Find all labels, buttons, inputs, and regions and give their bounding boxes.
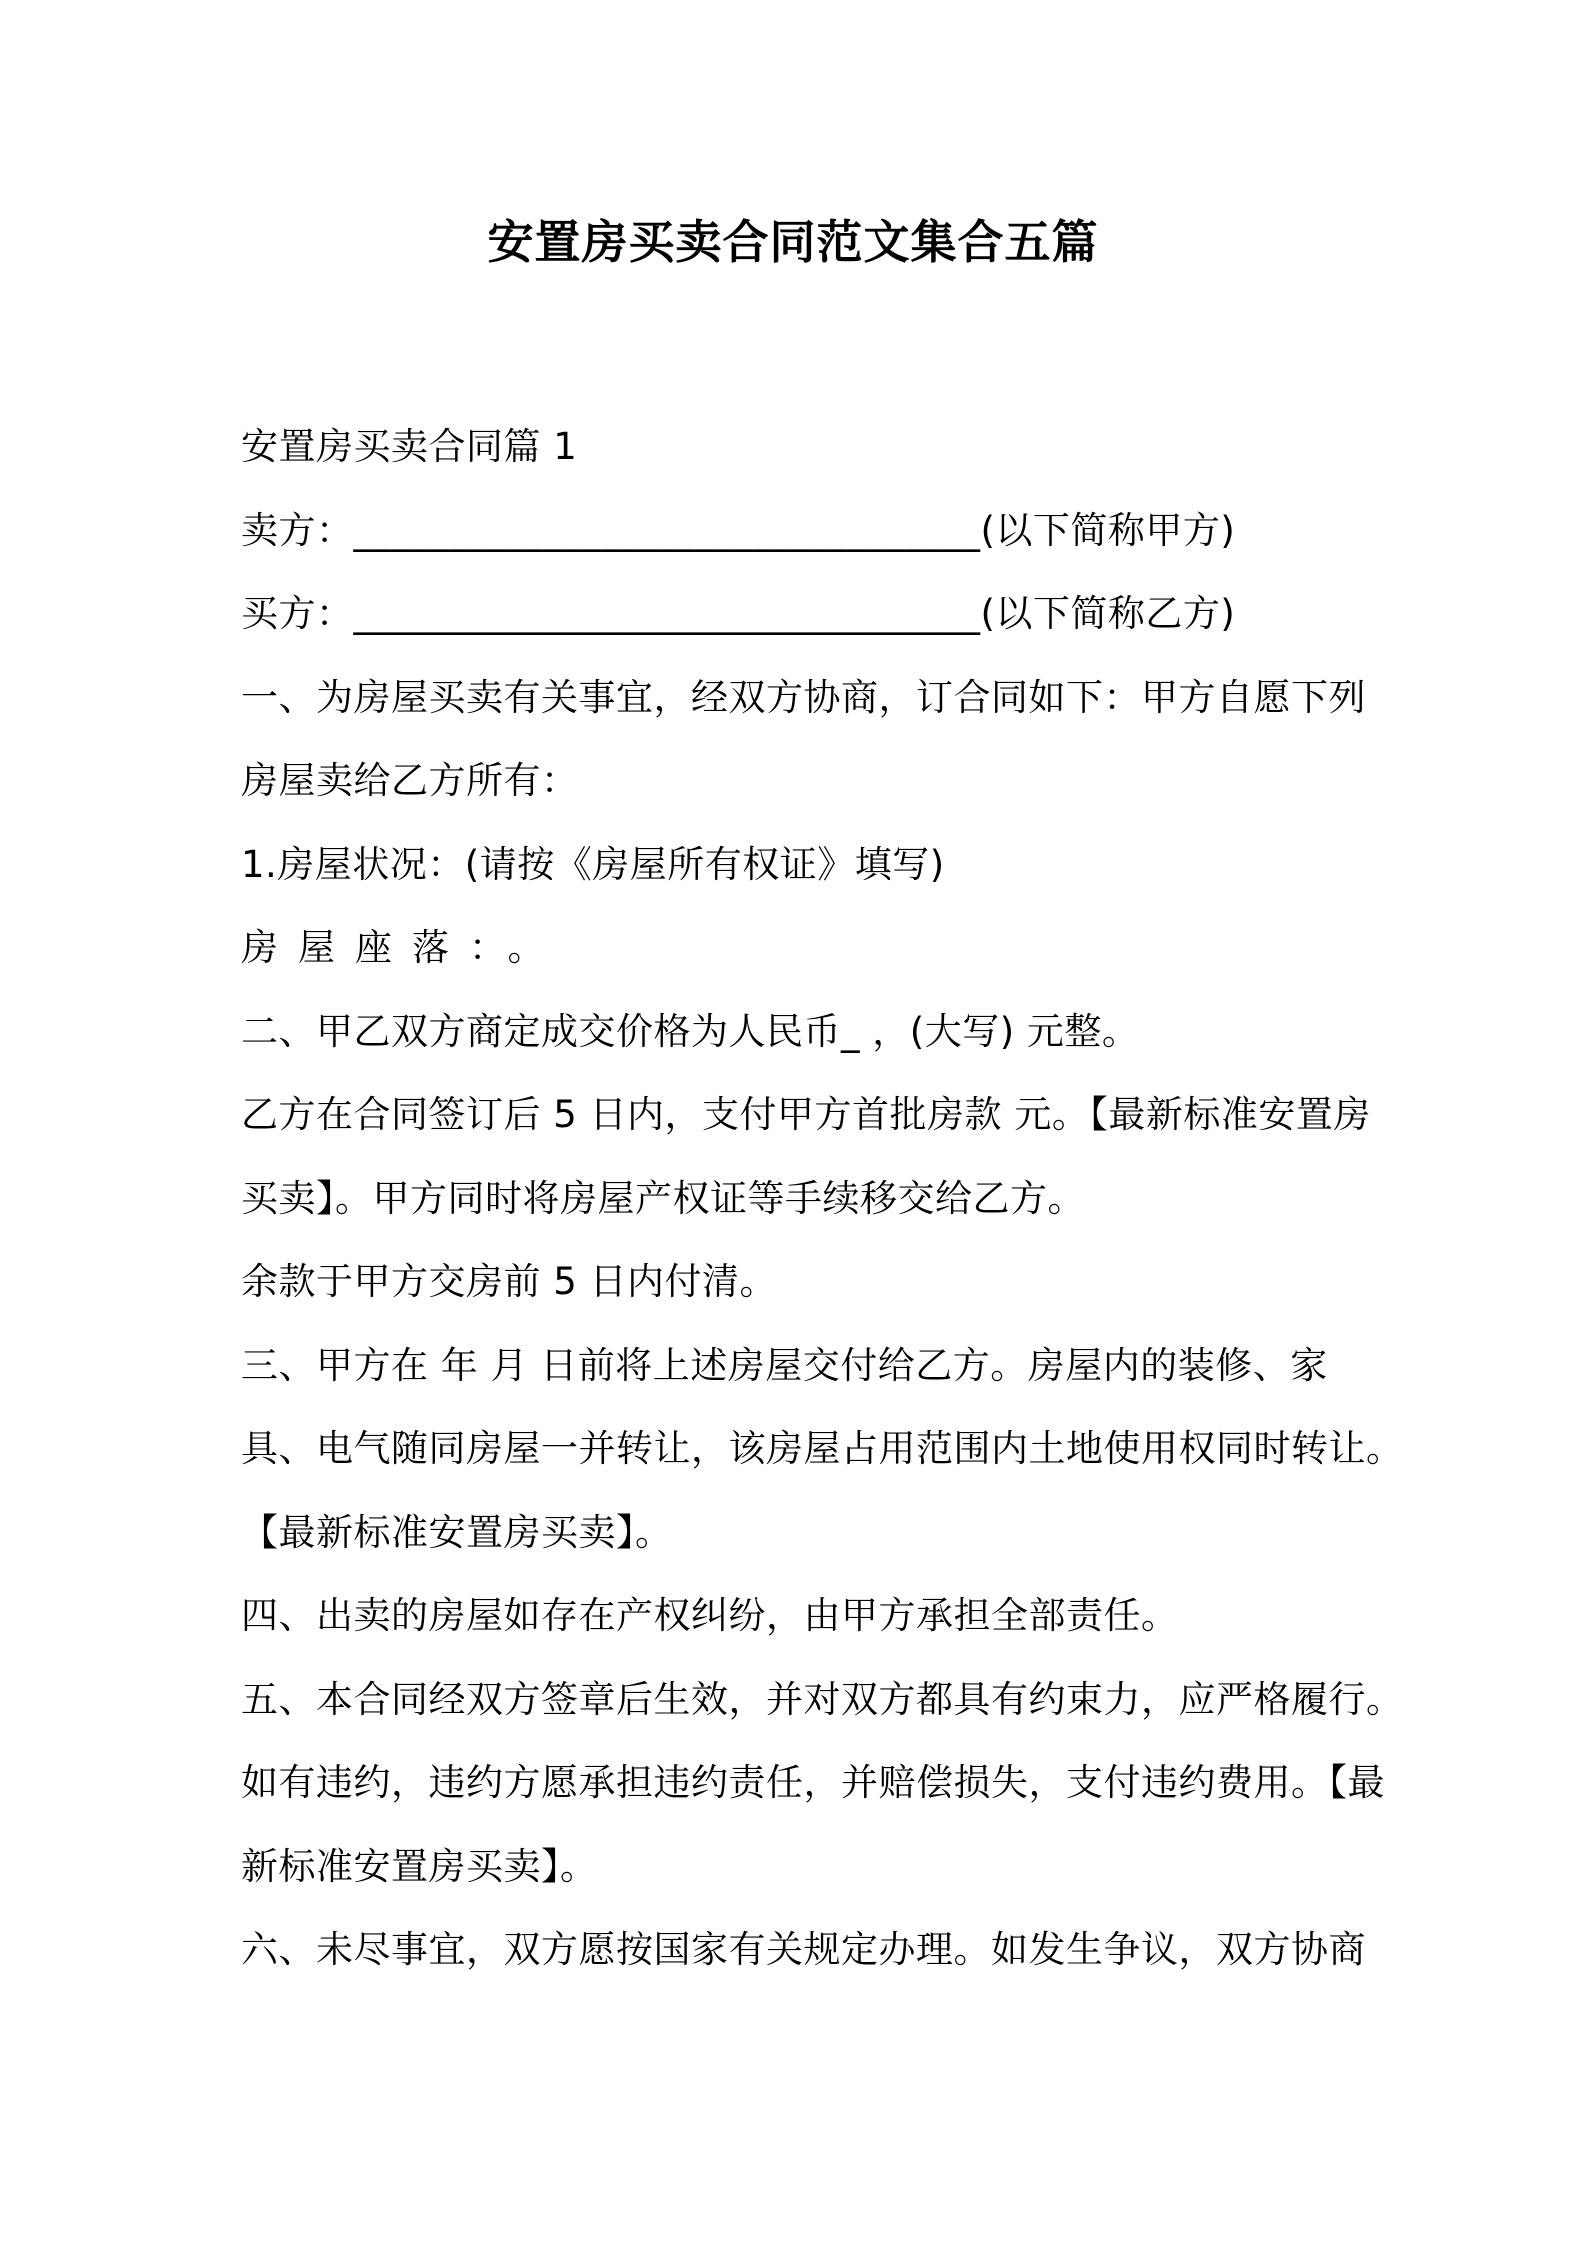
paragraph-line: 乙方在合同签订后 5 日内，支付甲方首批房款 元。【最新标准安置房	[241, 1093, 1371, 1136]
paragraph-line: 具、电气随同房屋一并转让，该房屋占用范围内土地使用权同时转让。	[241, 1427, 1404, 1470]
paragraph-line: 房屋卖给乙方所有：	[241, 759, 579, 802]
document-body	[241, 405, 1404, 1992]
paragraph-line: 六、未尽事宜，双方愿按国家有关规定办理。如发生争议，双方协商	[241, 1928, 1366, 1971]
paragraph-line: 房屋座落：。	[241, 926, 565, 969]
paragraph-line: 四、出卖的房屋如存在产权纠纷，由甲方承担全部责任。	[241, 1594, 1179, 1637]
paragraph-line: 1.房屋状况：(请按《房屋所有权证》填写)	[241, 842, 945, 886]
buyer-line: 买方：_________________________________(以下简称乙方)	[241, 592, 1236, 635]
section-heading: 安置房买卖合同篇 1	[241, 425, 578, 468]
paragraph-line: 三、甲方在 年 月 日前将上述房屋交付给乙方。房屋内的装修、家	[241, 1343, 1328, 1387]
paragraph-line: 【最新标准安置房买卖】。	[241, 1510, 673, 1554]
paragraph-line: 新标准安置房买卖】。	[241, 1844, 598, 1888]
paragraph-line: 二、甲乙双方商定成交价格为人民币_ ，(大写) 元整。	[241, 1009, 1140, 1053]
document-title: 安置房买卖合同范文集合五篇	[487, 215, 1099, 269]
paragraph-line: 余款于甲方交房前 5 日内付清。	[241, 1260, 778, 1303]
paragraph-line: 如有违约，违约方愿承担违约责任，并赔偿损失，支付违约费用。【最	[241, 1761, 1385, 1804]
seller-line: 卖方：_________________________________(以下简称甲方)	[241, 508, 1236, 552]
paragraph-line: 一、为房屋买卖有关事宜，经双方协商，订合同如下：甲方自愿下列	[241, 675, 1366, 719]
paragraph-line: 买卖】。甲方同时将房屋产权证等手续移交给乙方。	[241, 1176, 1085, 1220]
paragraph-line: 五、本合同经双方签章后生效，并对双方都具有约束力，应严格履行。	[241, 1677, 1404, 1721]
